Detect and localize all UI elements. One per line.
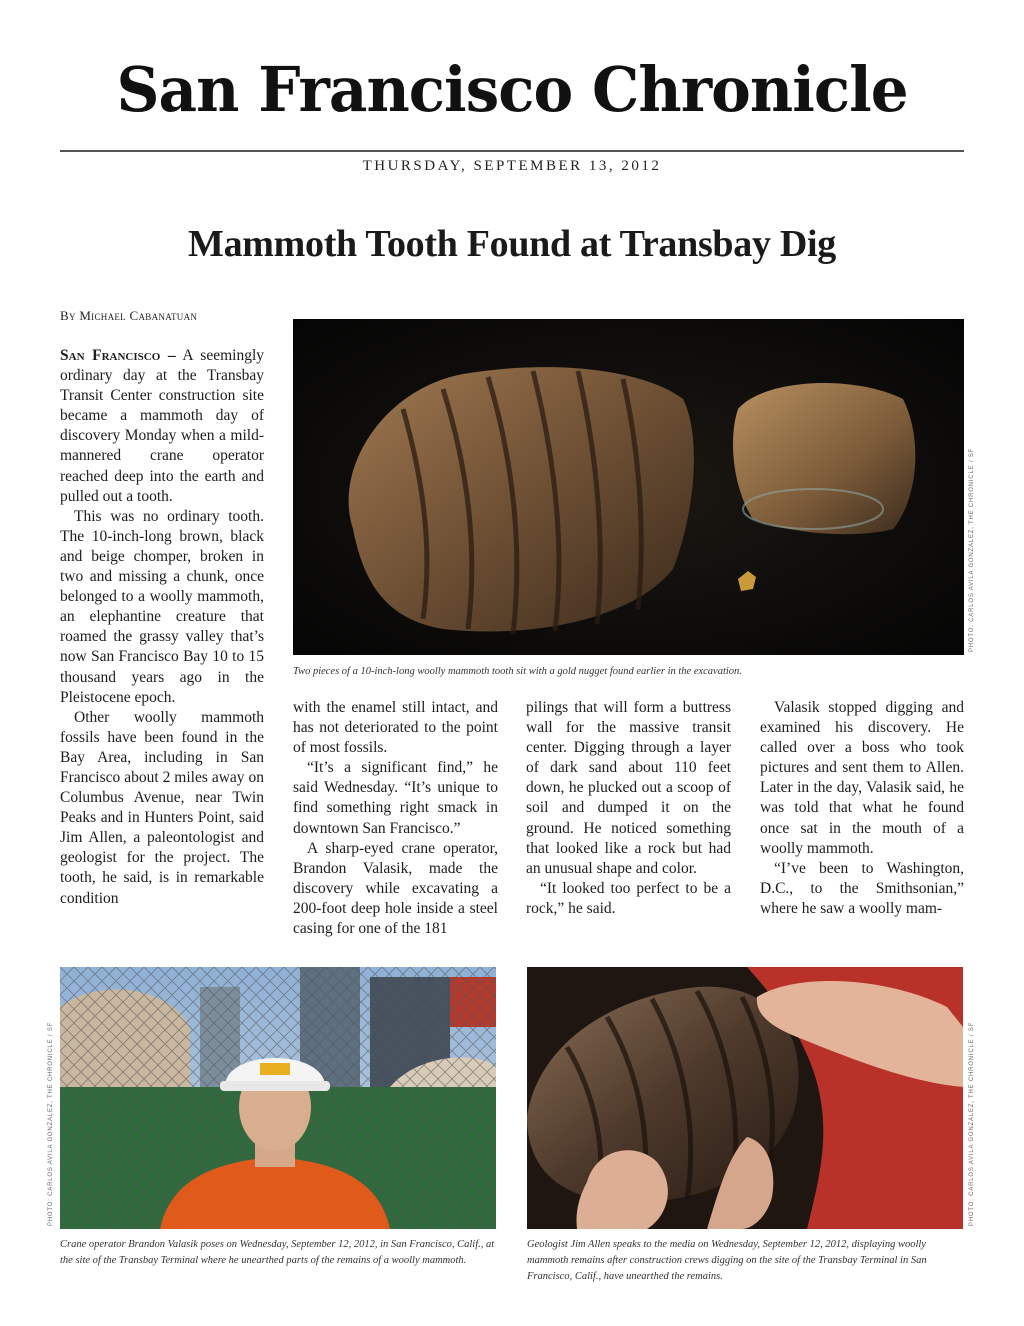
photo-caption: Geologist Jim Allen speaks to the media on Wednesday, September 12, 2012, displaying woolly mammoth remains after construction crews digging on the site of the Transbay Terminal in San Francisco, Calif., have unearthed the remains. — [527, 1239, 927, 1282]
article-paragraph: Valasik stopped digging and examined his discovery. He called over a boss who took pictures and sent them to Allen. Later in the day, Valasik said, he was told that what he found once sat in the mouth of a woolly mammoth. — [760, 699, 964, 857]
article-paragraph: San Francisco – A seemingly ordinary day at the Transbay Transit Center construction site became a mammoth day of discovery Monday when a mild-mannered crane operator reached deep into the earth and pulled out a tooth. — [60, 347, 264, 505]
crane-operator-image — [60, 967, 496, 1229]
photo-crane-operator — [60, 967, 496, 1229]
geologist-tooth-image — [527, 967, 963, 1229]
article-paragraph: “It’s a significant find,” he said Wednesday. “It’s unique to find something right smack in downtown San Francisco.” — [293, 759, 498, 837]
article-paragraph: “It looked too perfect to be a rock,” he said. — [526, 879, 731, 917]
masthead — [60, 40, 964, 150]
article-column-1 — [60, 346, 264, 909]
article-paragraph: This was no ordinary tooth. The 10-inch-long brown, black and beige chomper, broken in two and missing a chunk, once belonged to a woolly mammoth, an elephantine creature that roamed the grassy valley that’s now San Francisco Bay 10 to 15 thousand years ago in the Pleistocene epoch. — [60, 507, 264, 706]
masthead-rule — [60, 150, 964, 152]
photo-credit: PHOTO: CARLOS AVILA GONZALEZ, THE CHRONICLE / SF — [969, 1021, 975, 1226]
photo-geologist — [527, 967, 963, 1229]
article-paragraph: Other woolly mammoth fossils have been found in the Bay Area, including in San Francisco about 2 miles away on Columbus Avenue, near Twin Peaks and in Hunters Point, said Jim Allen, a paleontologist and geologist for the project. The tooth, he said, is in remarkable condition — [60, 708, 264, 907]
photo-caption: Crane operator Brandon Valasik poses on Wednesday, September 12, 2012, in San Francisco, Calif., at the site of the Transbay Terminal where he unearthed parts of the remains of a woolly mammoth. — [60, 1239, 495, 1266]
byline: By Michael Cabanatuan — [60, 308, 198, 323]
article-paragraph: pilings that will form a buttress wall for the massive transit center. Digging through a layer of dark sand about 110 feet down, he plucked out a scoop of soil and dumped it on the ground. He noticed something that looked like a rock but had an unusual shape and color. — [526, 699, 731, 877]
article-column-2 — [293, 698, 498, 939]
article-paragraph: A sharp-eyed crane operator, Brandon Valasik, made the discovery while excavating a 200-foot deep hole inside a steel casing for one of the 181 — [293, 839, 498, 938]
newspaper-title: San Francisco Chronicle — [116, 53, 908, 126]
photo-credit: PHOTO: CARLOS AVILA GONZALEZ, THE CHRONICLE / SF — [969, 447, 975, 652]
mammoth-tooth-image — [293, 319, 964, 655]
photo-mammoth-tooth — [293, 319, 964, 655]
article-paragraph: “I’ve been to Washington, D.C., to the Smithsonian,” where he saw a woolly mam- — [760, 859, 964, 917]
photo-credit: PHOTO: CARLOS AVILA GONZALEZ, THE CHRONICLE / SF — [48, 1021, 54, 1226]
dateline-lead: San Francisco – — [60, 347, 176, 364]
article-headline: Mammoth Tooth Found at Transbay Dig — [188, 223, 836, 265]
article-column-3 — [526, 698, 731, 919]
article-paragraph: with the enamel still intact, and has not deteriorated to the point of most fossils. — [293, 699, 498, 757]
dateline: THURSDAY, SEPTEMBER 13, 2012 — [362, 158, 662, 174]
article-column-4 — [760, 698, 964, 919]
photo-caption: Two pieces of a 10-inch-long woolly mammoth tooth sit with a gold nugget found earlier in the excavation. — [293, 666, 742, 677]
